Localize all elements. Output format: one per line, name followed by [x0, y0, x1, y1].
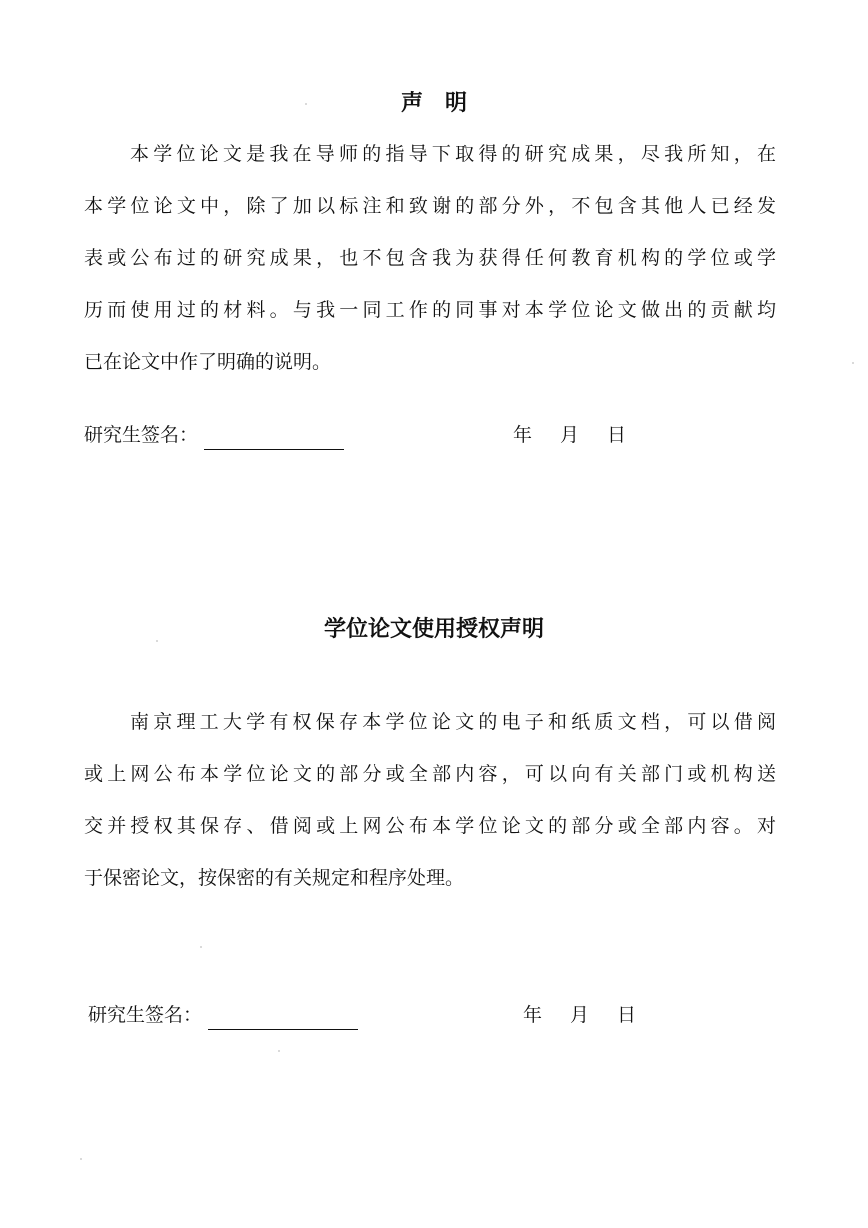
paragraph-line: 本学位论文是我在导师的指导下取得的研究成果，尽我所知，在	[130, 143, 776, 165]
signature-row	[88, 1000, 358, 1030]
date-day-label: 日	[607, 424, 627, 446]
paragraph-line: 或上网公布本学位论文的部分或全部内容，可以向有关部门或机构送	[84, 763, 776, 785]
scan-speck	[852, 362, 854, 364]
paragraph-line: 表或公布过的研究成果，也不包含我为获得任何教育机构的学位或学	[84, 247, 776, 269]
paragraph-line: 于保密论文，按保密的有关规定和程序处理。	[84, 867, 465, 889]
scan-speck	[80, 1158, 82, 1160]
signature-blank-line	[208, 1009, 358, 1030]
date-year-label: 年	[513, 424, 533, 446]
authorization-title: 学位论文使用授权声明	[323, 617, 544, 642]
paragraph-line: 南京理工大学有权保存本学位论文的电子和纸质文档，可以借阅	[130, 711, 776, 733]
paragraph-line: 历而使用过的材料。与我一同工作的同事对本学位论文做出的贡献均	[84, 299, 776, 321]
declaration-title: 声 明	[400, 91, 467, 116]
scan-speck	[305, 103, 307, 105]
date-field	[513, 420, 626, 450]
signature-row	[84, 420, 344, 450]
paragraph-line: 已在论文中作了明确的说明。	[84, 351, 332, 373]
signature-label: 研究生签名：	[88, 1004, 203, 1026]
paragraph-line: 本学位论文中，除了加以标注和致谢的部分外，不包含其他人已经发	[84, 195, 776, 217]
date-field	[523, 1000, 636, 1030]
date-year-label: 年	[523, 1004, 543, 1026]
scan-speck	[200, 946, 202, 948]
paragraph-line: 交并授权其保存、借阅或上网公布本学位论文的部分或全部内容。对	[84, 815, 776, 837]
signature-blank-line	[204, 429, 344, 450]
date-day-label: 日	[617, 1004, 637, 1026]
date-month-label: 月	[560, 424, 580, 446]
scan-speck	[156, 640, 158, 642]
scan-speck	[278, 1050, 280, 1052]
date-month-label: 月	[570, 1004, 590, 1026]
authorization-paragraph	[84, 696, 776, 904]
signature-label: 研究生签名：	[84, 424, 199, 446]
declaration-paragraph	[84, 128, 776, 388]
